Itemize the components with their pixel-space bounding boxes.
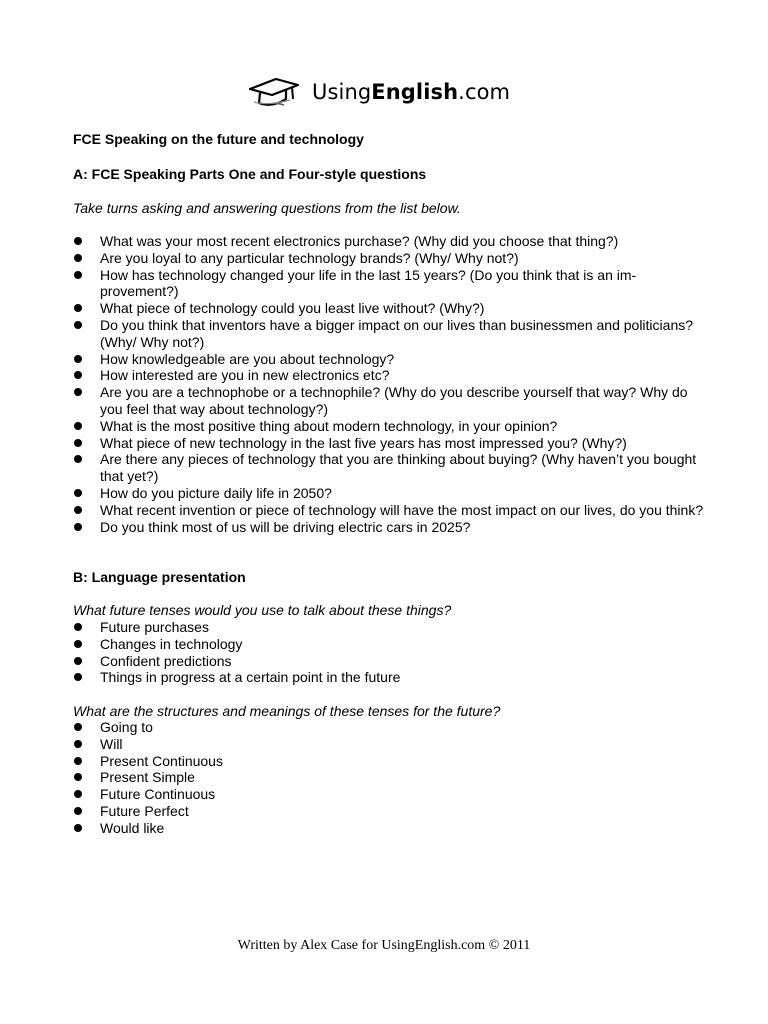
list-item: Do you think most of us will be driving electric cars in 2025? xyxy=(73,519,713,536)
list-item: What is the most positive thing about modern technology, in your opinion? xyxy=(73,418,713,435)
section-a-heading: A: FCE Speaking Parts One and Four-style questions xyxy=(73,166,427,182)
list-item: What was your most recent electronics purchase? (Why did you choose that thing?) xyxy=(73,233,713,250)
section-b-heading: B: Language presentation xyxy=(73,569,246,585)
logo-wordmark: UsingEnglish.com xyxy=(312,80,511,104)
list-item: Will xyxy=(73,736,713,753)
list-item: How do you picture daily life in 2050? xyxy=(73,485,713,502)
topics-list xyxy=(73,619,713,686)
list-item: What recent invention or piece of technology will have the most impact on our lives, do you think? xyxy=(73,502,713,519)
list-item: Future Perfect xyxy=(73,803,713,820)
list-item: Would like xyxy=(73,820,713,837)
list-item: How interested are you in new electronics etc? xyxy=(73,367,713,384)
list-item: What piece of new technology in the last five years has most impressed you? (Why?) xyxy=(73,435,713,452)
usingenglish-logo xyxy=(246,74,510,110)
footer-credit: Written by Alex Case for UsingEnglish.com © 2011 xyxy=(237,938,531,953)
list-item: What piece of technology could you least live without? (Why?) xyxy=(73,300,713,317)
list-item: Future purchases xyxy=(73,619,713,636)
list-item: Changes in technology xyxy=(73,636,713,653)
structures-question: What are the structures and meanings of these tenses for the future? xyxy=(73,703,501,719)
graduation-cap-icon xyxy=(246,75,306,109)
tenses-question: What future tenses would you use to talk about these things? xyxy=(73,602,452,618)
list-item: How knowledgeable are you about technology? xyxy=(73,351,713,368)
list-item: Present Simple xyxy=(73,769,713,786)
list-item: Are you are a technophobe or a technophile? (Why do you describe yourself that way? Why do you feel that way about technology?) xyxy=(73,384,713,418)
list-item: Confident predictions xyxy=(73,653,713,670)
tenses-list xyxy=(73,719,713,837)
list-item: Are you loyal to any particular technology brands? (Why/ Why not?) xyxy=(73,250,713,267)
list-item: Future Continuous xyxy=(73,786,713,803)
question-list xyxy=(73,233,713,535)
list-item: How has technology changed your life in the last 15 years? (Do you think that is an im-provement?) xyxy=(73,267,713,301)
section-a-instruction: Take turns asking and answering questions from the list below. xyxy=(73,200,461,216)
list-item: Present Continuous xyxy=(73,753,713,770)
list-item: Do you think that inventors have a bigger impact on our lives than businessmen and politicians? (Why/ Why not?) xyxy=(73,317,713,351)
list-item: Going to xyxy=(73,719,713,736)
list-item: Are there any pieces of technology that you are thinking about buying? (Why haven’t you bought that yet?) xyxy=(73,451,713,485)
list-item: Things in progress at a certain point in the future xyxy=(73,669,713,686)
page-title: FCE Speaking on the future and technology xyxy=(73,131,364,147)
